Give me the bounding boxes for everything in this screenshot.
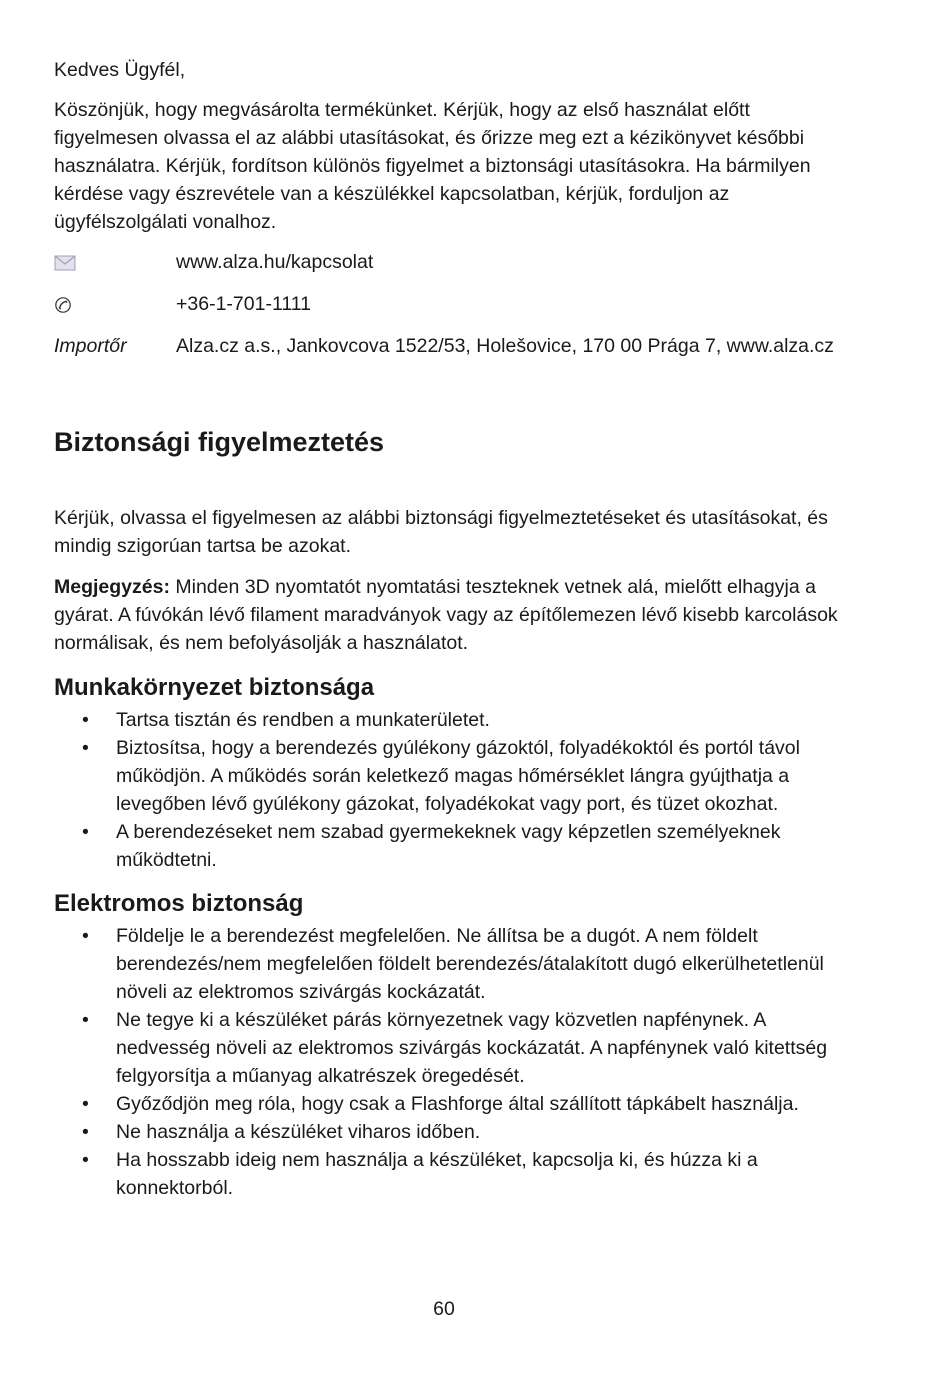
electrical-safety-heading: Elektromos biztonság: [54, 890, 304, 917]
list-item: • Ha hosszabb ideig nem használja a készüléket, kapcsolja ki, és húzza ki a konnektorból.: [54, 1146, 844, 1202]
bullet: •: [82, 1121, 89, 1143]
work-environment-heading: Munkakörnyezet biztonsága: [54, 674, 375, 701]
bullet: •: [82, 925, 89, 947]
contact-email-link[interactable]: www.alza.hu/kapcsolat: [176, 251, 374, 273]
greeting: Kedves Ügyfél,: [54, 59, 186, 81]
electrical-safety-list: [54, 922, 844, 1202]
bullet: •: [82, 1009, 89, 1031]
safety-intro: Kérjük, olvassa el figyelmesen az alábbi biztonsági figyelmeztetéseket és utasításokat, és mindig szigorúan tartsa be azokat.: [54, 507, 828, 557]
bullet: •: [82, 821, 89, 843]
contact-phone-row: [54, 290, 844, 318]
page-number: 60: [433, 1298, 455, 1320]
contact-importer-row: [54, 332, 844, 360]
safety-heading: Biztonsági figyelmeztetés: [54, 427, 385, 457]
list-item: • Ne tegye ki a készüléket párás környezetnek vagy közvetlen napfénynek. A nedvesség növeli az elektromos szivárgás kockázatát. A napfénynek való kitettség felgyorsítja a műanyag alkatrészek öregedését.: [54, 1006, 844, 1090]
bullet: •: [82, 1093, 89, 1115]
list-item: • Ne használja a készüléket viharos időben.: [54, 1118, 844, 1146]
list-item: • Tartsa tisztán és rendben a munkaterületet.: [54, 706, 844, 734]
envelope-icon: [54, 248, 164, 276]
contact-email-row: [54, 248, 844, 276]
bullet: •: [82, 737, 89, 759]
bullet: •: [82, 709, 89, 731]
note-text: Minden 3D nyomtatót nyomtatási teszteknek vetnek alá, mielőtt elhagyja a gyárat. A fúvókán lévő filament maradványok vagy az építőlemezen lévő kisebb karcolások normálisak, és nem befolyásolják a használatot.: [54, 576, 838, 654]
phone-icon: [54, 290, 164, 318]
list-item: • Biztosítsa, hogy a berendezés gyúlékony gázoktól, folyadékoktól és portól távol működjön. A működés során keletkező magas hőmérséklet lángra gyújthatja a levegőben lévő gyúlékony gázokat, folyadékokat vagy port, és tüzet okozhat.: [54, 734, 844, 818]
importer-label: Importőr: [54, 335, 127, 357]
work-environment-list: [54, 706, 844, 874]
list-item: • Győződjön meg róla, hogy csak a Flashforge által szállított tápkábelt használja.: [54, 1090, 844, 1118]
bullet: •: [82, 1149, 89, 1171]
safety-note: [54, 573, 844, 657]
list-item: • A berendezéseket nem szabad gyermekeknek vagy képzetlen személyeknek működtetni.: [54, 818, 844, 874]
contact-phone-number: +36-1-701-1111: [176, 293, 311, 315]
note-label: Megjegyzés:: [54, 576, 170, 598]
importer-address: Alza.cz a.s., Jankovcova 1522/53, Holešovice, 170 00 Prága 7, www.alza.cz: [176, 335, 834, 357]
list-item: • Földelje le a berendezést megfelelően. Ne állítsa be a dugót. A nem földelt berendezés/nem megfelelően földelt berendezés/átalakított dugó elkerülhetetlenül növeli az elektromos szivárgás kockázatát.: [54, 922, 844, 1006]
intro-paragraph: Köszönjük, hogy megvásárolta termékünket. Kérjük, hogy az első használat előtt figyelmesen olvassa el az alábbi utasításokat, és őrizze meg ezt a kézikönyvet későbbi használatra. Kérjük, fordítson különös figyelmet a biztonsági utasításokra. Ha bármilyen kérdése vagy észrevétele van a készülékkel kapcsolatban, kérjük, forduljon az ügyfélszolgálati vonalhoz.: [54, 99, 811, 233]
